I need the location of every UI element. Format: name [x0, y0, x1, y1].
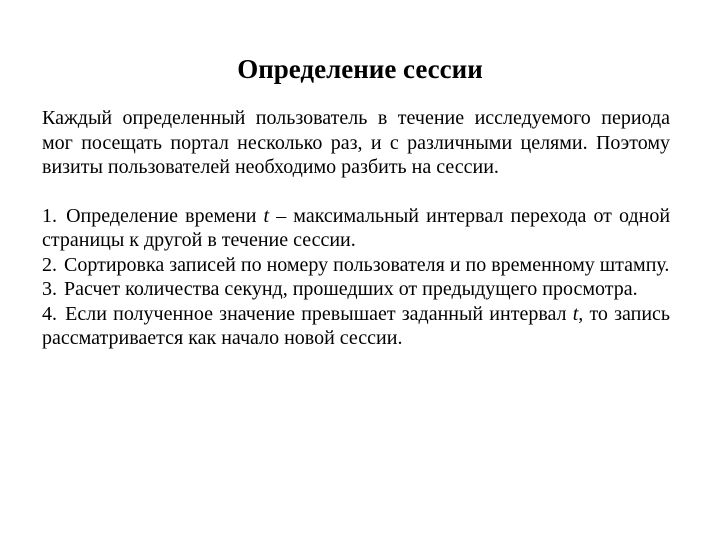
- variable-t: t: [263, 204, 270, 227]
- step-number: 3.: [42, 278, 57, 300]
- step-text: Сортировка записей по номеру пользователя и по временному штампу.: [64, 253, 670, 276]
- step-text: Если полученное значение превышает заданный интервал: [65, 302, 567, 325]
- step-number: 2.: [42, 253, 57, 276]
- step-2: [42, 253, 670, 278]
- step-text: – максимальный интервал перехода от одной страницы к другой в течение сессии.: [42, 204, 671, 251]
- step-number: 1.: [42, 204, 57, 227]
- variable-t: t,: [572, 302, 584, 325]
- step-text: то запись рассматривается как начало новой сессии.: [42, 302, 671, 349]
- step-text: Расчет количества секунд, прошедших от предыдущего просмотра.: [64, 278, 638, 300]
- step-4: [42, 302, 670, 351]
- step-3: [42, 277, 670, 302]
- slide-body: [42, 106, 670, 351]
- step-text: Определение времени: [66, 204, 257, 227]
- step-1: [42, 204, 670, 253]
- step-number: 4.: [42, 302, 57, 325]
- intro-paragraph: Каждый определенный пользователь в течение исследуемого периода мог посещать портал несколько раз, и с различными целями. Поэтому визиты пользователей необходимо разбить на сессии.: [42, 107, 670, 178]
- slide-title: Определение сессии: [237, 54, 483, 84]
